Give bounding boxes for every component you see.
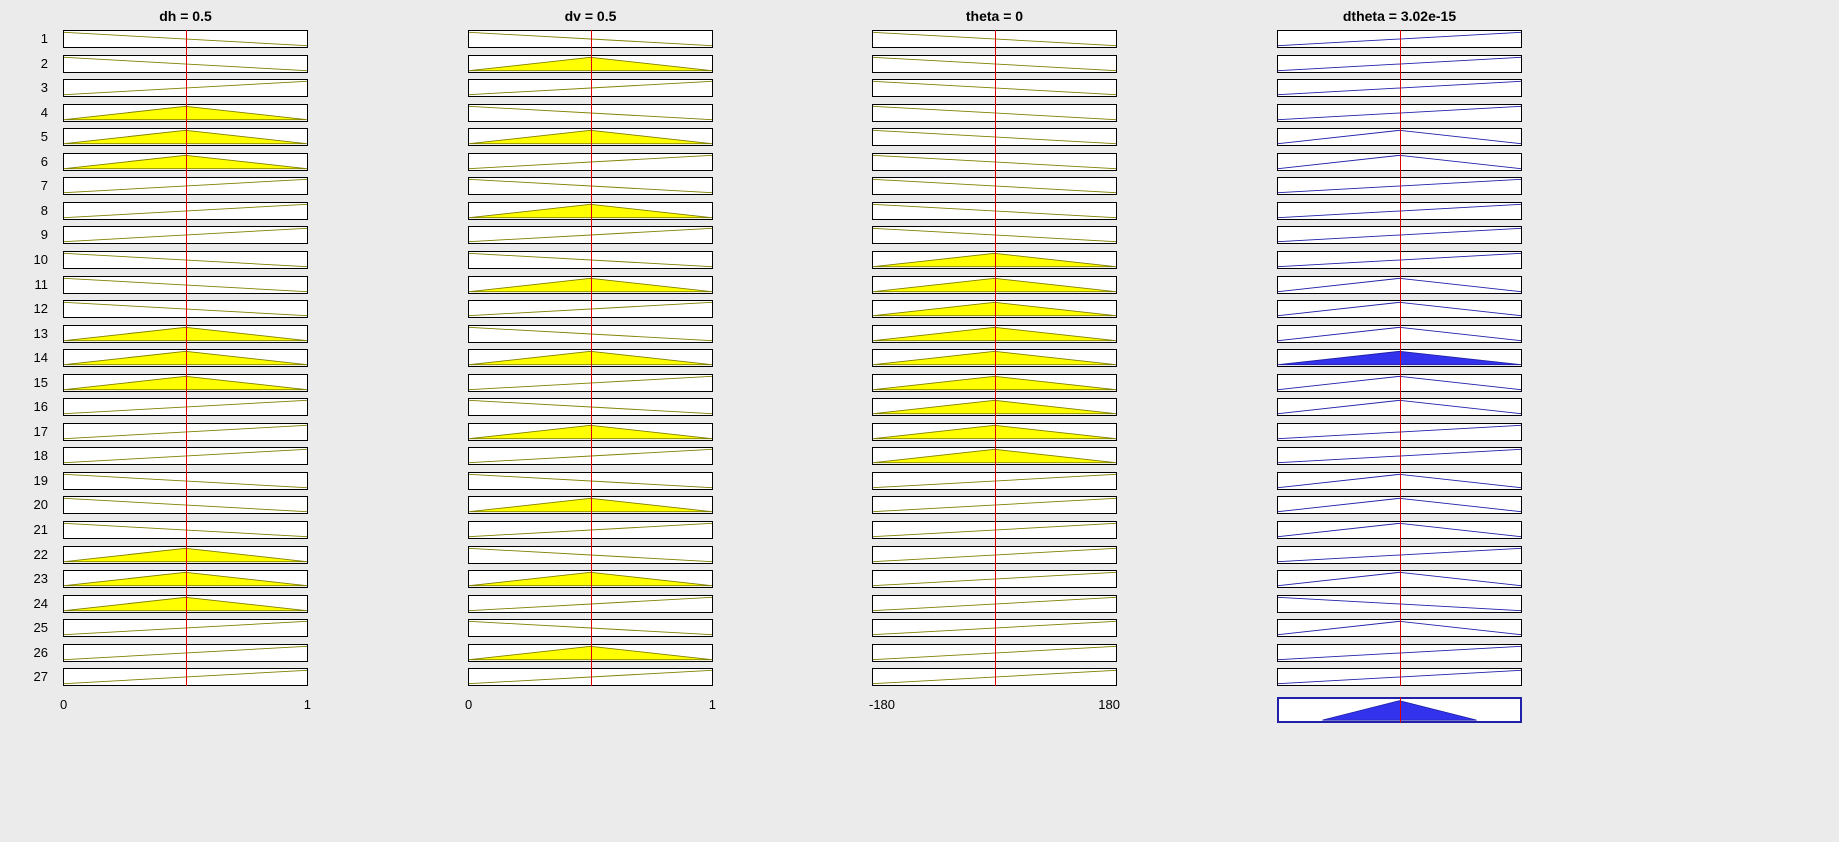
panel-title-dv: dv = 0.5 — [564, 8, 617, 24]
rule-row-label: 20 — [33, 497, 48, 513]
panel-dv — [465, 0, 716, 842]
rule-row-label: 19 — [33, 472, 48, 488]
rule-row-label: 11 — [34, 276, 48, 292]
panel-dtheta — [1277, 0, 1522, 842]
rule-row-label: 13 — [33, 325, 48, 341]
rule-row-label: 8 — [40, 202, 48, 218]
rule-row-label: 7 — [40, 178, 48, 194]
rule-row-label: 27 — [33, 669, 48, 685]
rule-row-label: 12 — [33, 301, 48, 317]
panel-title-dh: dh = 0.5 — [159, 8, 212, 24]
x-tick-max-dv: 1 — [708, 696, 716, 712]
rule-row-label: 14 — [33, 350, 48, 366]
rule-row-label: 22 — [33, 546, 48, 562]
x-tick-max-theta: 180 — [1098, 696, 1120, 712]
rule-row-label: 2 — [40, 55, 48, 71]
rule-row-label: 26 — [33, 644, 48, 660]
rule-row-label: 24 — [33, 595, 48, 611]
panel-theta — [869, 0, 1120, 842]
rule-row-label: 16 — [33, 399, 48, 415]
rule-row-label: 17 — [33, 423, 48, 439]
panel-title-dtheta: dtheta = 3.02e-15 — [1342, 8, 1457, 24]
input-marker-line[interactable] — [1400, 30, 1402, 686]
rule-row-label: 3 — [40, 80, 48, 96]
rule-row-label: 10 — [33, 251, 48, 267]
rule-row-label: 1 — [40, 31, 48, 46]
input-marker-line[interactable] — [591, 30, 593, 686]
panel-dh — [60, 0, 311, 842]
rule-row-label: 25 — [33, 620, 48, 636]
input-marker-line[interactable] — [995, 30, 997, 686]
rule-row-label: 23 — [33, 571, 48, 587]
rule-row-label: 21 — [33, 522, 48, 537]
rule-row-label: 18 — [33, 448, 48, 464]
rule-row-label: 4 — [40, 104, 48, 120]
x-tick-min-theta: -180 — [869, 696, 896, 712]
rule-row-label: 15 — [33, 374, 48, 390]
x-tick-max-dh: 1 — [303, 696, 311, 712]
rule-row-label: 9 — [40, 227, 48, 243]
output-marker-line[interactable] — [1400, 697, 1402, 723]
input-marker-line[interactable] — [186, 30, 188, 686]
x-tick-min-dh: 0 — [60, 696, 68, 712]
rule-row-label: 5 — [40, 129, 48, 145]
x-tick-min-dv: 0 — [465, 696, 473, 712]
panel-title-theta: theta = 0 — [965, 8, 1024, 24]
rule-row-label: 6 — [40, 153, 48, 169]
